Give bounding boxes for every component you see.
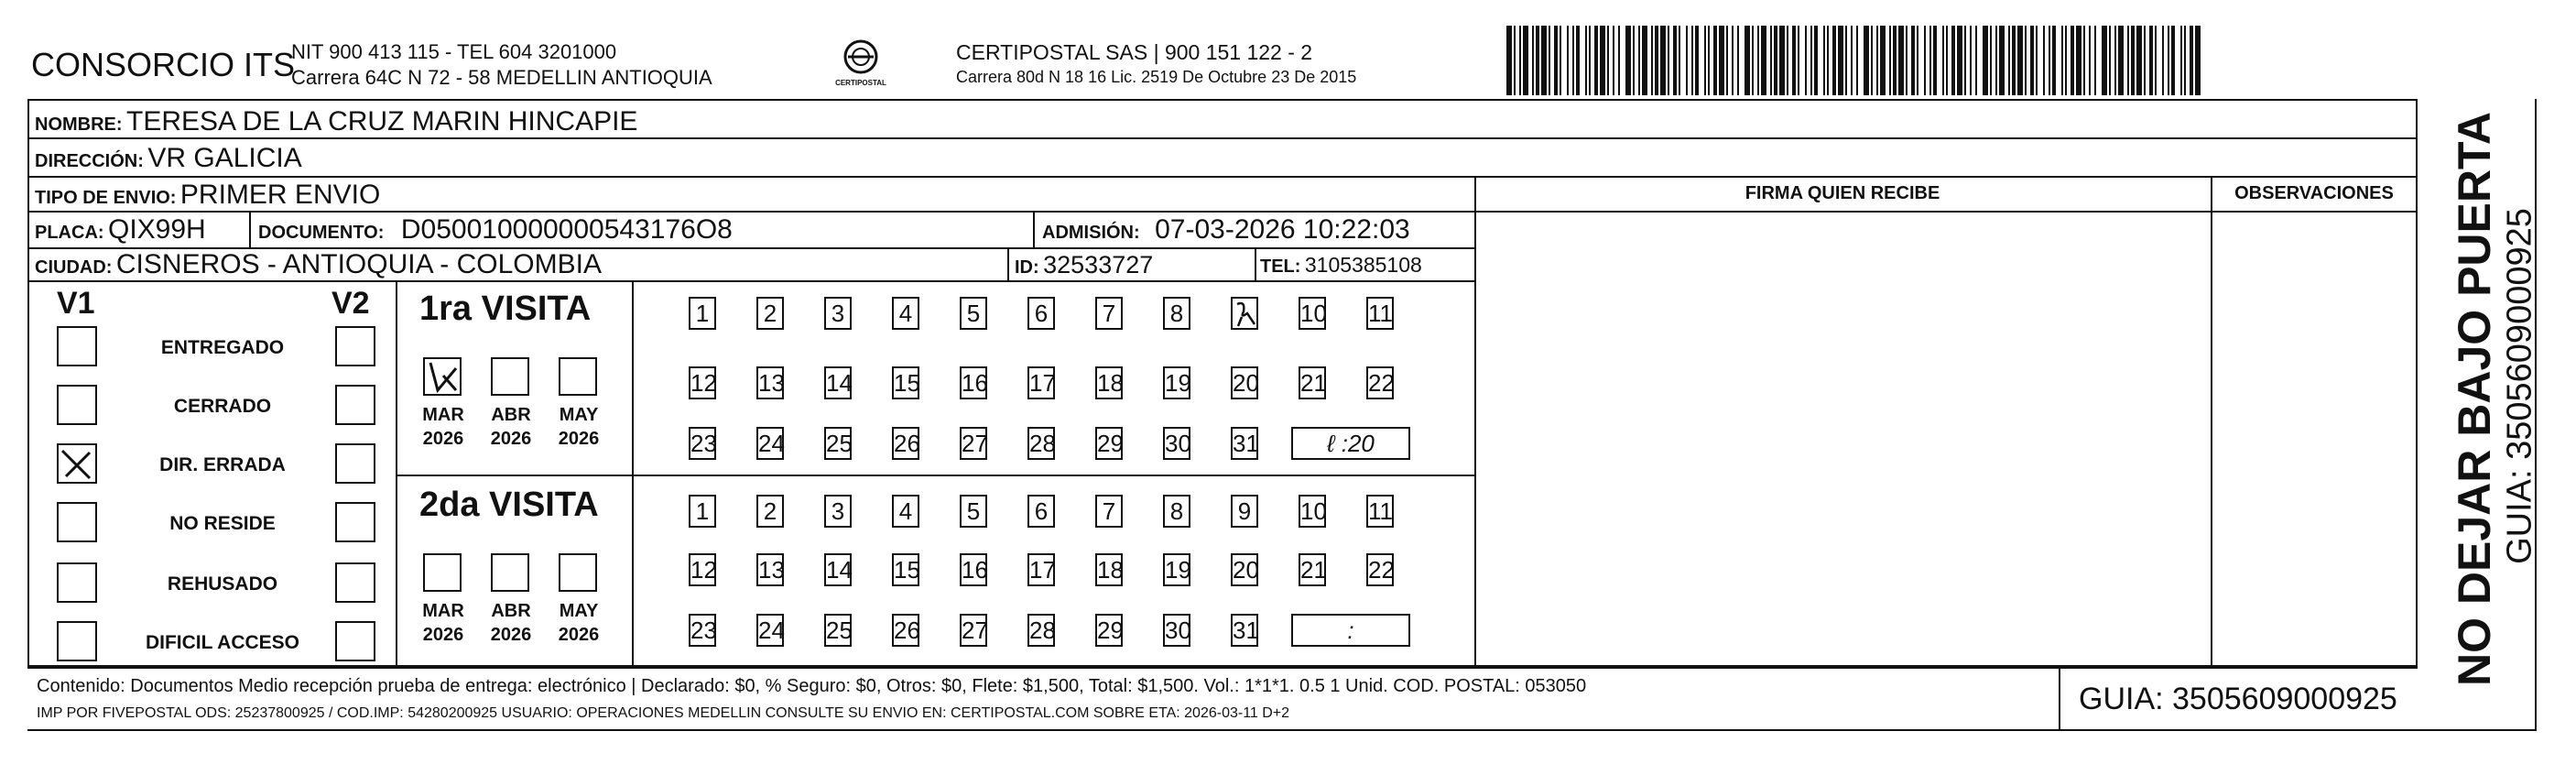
barcode-bar [2076,26,2081,95]
barcode-bar [1752,26,1754,95]
year-label: 2026 [422,625,464,645]
side-warning: NO DEJAR BAJO PUERTA [2449,112,2500,686]
barcode-bar [2127,26,2129,95]
barcode-bar [1642,26,1647,95]
barcode-bar [1970,26,1972,95]
month-checkbox[interactable] [491,553,529,592]
barcode-bar [1917,26,1918,95]
v1-label: V1 [57,286,95,321]
day-box[interactable]: 23 [689,427,716,460]
day-box[interactable]: 5 [960,297,987,330]
barcode-bar [1719,26,1724,95]
day-box[interactable]: 20 [1231,366,1258,399]
barcode-bar [1864,26,1869,95]
barcode-bar [1871,26,1873,95]
ciudad-row [35,249,602,280]
barcode-bar [2025,26,2027,95]
v1-checkbox[interactable] [57,562,97,603]
barcode-bar [1660,26,1666,95]
barcode-bar [1779,26,1785,95]
day-box[interactable]: 11 [1366,297,1394,330]
logo-text: CERTIPOSTAL [835,79,886,87]
day-box[interactable]: 14 [824,366,852,399]
month-label: ABR [491,405,531,425]
barcode-bar [1995,26,1997,95]
barcode-bar [1911,26,1915,95]
day-box[interactable]: 1 [689,495,716,528]
year-label: 2026 [490,625,532,645]
day-box[interactable]: 21 [1299,366,1326,399]
day-box[interactable]: 10 [1299,495,1326,528]
barcode-bar [1957,26,1962,95]
day-box[interactable]: 31 [1231,614,1258,647]
id-value: 32533727 [1043,251,1154,278]
barcode-bar [1532,26,1534,95]
barcode-bar [2114,26,2116,95]
barcode-bar [1942,26,1944,95]
v1-checkbox[interactable] [57,443,97,484]
barcode-bar [1810,26,1812,95]
admision-value: 07-03-2026 10:22:03 [1155,214,1410,245]
barcode-bar [2162,26,2164,95]
barcode-bar [1827,26,1829,95]
barcode-bar [2171,26,2175,95]
v2-checkbox[interactable] [335,502,375,542]
day-box[interactable]: 25 [824,427,852,460]
barcode-bar [2083,26,2085,95]
day-box[interactable]: 15 [892,553,919,586]
day-box[interactable]: 28 [1027,614,1055,647]
barcode-bar [2102,26,2107,95]
barcode-bar [1576,26,1580,95]
barcode-bar [1745,26,1750,95]
day-box[interactable]: 17 [1027,366,1055,399]
month-checkbox[interactable] [491,357,529,396]
barcode-bar [1898,26,1904,95]
day-box[interactable]: 6 [1027,297,1055,330]
day-box[interactable]: 26 [892,614,919,647]
day-box[interactable]: 13 [756,553,784,586]
barcode-bar [2131,26,2135,95]
time-box[interactable]: ℓ :20 [1291,427,1410,460]
barcode-bar [2052,26,2056,95]
day-box[interactable]: 9 [1231,495,1258,528]
month-label: MAY [559,405,599,425]
day-box[interactable]: 29 [1095,614,1123,647]
month-label: MAY [559,601,599,621]
day-box[interactable]: 30 [1163,614,1190,647]
barcode-bar [1929,26,1931,95]
barcode-bar [1695,26,1699,95]
barcode-bar [1951,26,1955,95]
barcode-bar [1651,26,1653,95]
day-box[interactable]: 4 [892,495,919,528]
nombre-label: NOMBRE: [35,115,123,135]
day-box[interactable]: 26 [892,427,919,460]
barcode-bar [1572,26,1574,95]
barcode-bar [1876,26,1878,95]
day-box[interactable]: 17 [1027,553,1055,586]
barcode-bar [2036,26,2038,95]
barcode-bar [1798,26,1799,95]
day-box[interactable]: 6 [1027,495,1055,528]
barcode-bar [1589,26,1591,95]
v1-checkbox[interactable] [57,385,97,425]
footer-guia: GUIA: 3505609000925 [2079,682,2397,716]
placa-label: PLACA: [35,223,104,243]
barcode-bar [1560,26,1561,95]
month-label: MAR [422,405,464,425]
month-label: ABR [491,601,531,621]
barcode-bar [2017,26,2023,95]
barcode-bar [1933,26,1937,95]
tel-row [1260,253,1422,278]
barcode-bar [1519,26,1521,95]
status-reason-label: ENTREGADO [160,337,285,358]
company-name: CONSORCIO ITS [31,46,296,83]
direccion-row [35,143,302,174]
ciudad-value: CISNEROS - ANTIOQUIA - COLOMBIA [115,249,602,279]
barcode-bar [2065,26,2067,95]
id-row [1015,251,1153,279]
certipostal-logo [831,38,890,93]
barcode-bar [1713,26,1717,95]
barcode-bar [1893,26,1897,95]
day-box[interactable]: 19 [1163,366,1190,399]
day-box[interactable]: 15 [892,366,919,399]
day-box[interactable]: 11 [1366,495,1394,528]
barcode-bar [2049,26,2050,95]
barcode-bar [1679,26,1680,95]
barcode-bar [1964,26,1966,95]
barcode-bar [1686,26,1688,95]
barcode-bar [1832,26,1836,95]
day-box[interactable]: 2 [756,297,784,330]
barcode-bar [2136,26,2142,95]
day-box[interactable]: 24 [756,614,784,647]
barcode-bar [1585,26,1587,95]
day-box[interactable]: 8 [1163,495,1190,528]
status-reason-label: DIFICIL ACCESO [145,632,299,653]
admision-label: ADMISIÓN: [1042,223,1140,243]
day-box[interactable]: 3 [824,297,852,330]
day-box[interactable]: 27 [960,614,987,647]
status-reason-label: NO RESIDE [169,513,276,534]
day-box[interactable]: 25 [824,614,852,647]
barcode-bar [1514,26,1516,95]
barcode-bar [2012,26,2016,95]
day-box[interactable]: 19 [1163,553,1190,586]
barcode-bar [1889,26,1891,95]
barcode-bar [1638,26,1640,95]
barcode-bar [1990,26,1992,95]
barcode-bar [1668,26,1669,95]
barcode-bar [1838,26,1843,95]
day-box[interactable]: 27 [960,427,987,460]
time-box[interactable]: : [1291,614,1410,647]
barcode-bar [1737,26,1739,95]
nombre-row [35,106,637,137]
barcode-bar [2180,26,2182,95]
day-box[interactable]: 29 [1095,427,1123,460]
v1-checkbox[interactable] [57,621,97,661]
documento-label: DOCUMENTO: [258,223,385,243]
tel-label: TEL: [1260,256,1301,277]
barcode-bar [2195,26,2201,95]
year-label: 2026 [422,429,464,449]
year-label: 2026 [558,625,600,645]
certipostal-title: CERTIPOSTAL SAS | 900 151 122 - 2 [956,40,1313,64]
day-box[interactable]: 16 [960,553,987,586]
day-box[interactable]: 28 [1027,427,1055,460]
barcode-bar [1761,26,1766,95]
day-box[interactable]: 4 [892,297,919,330]
day-box[interactable]: 7 [1095,495,1123,528]
barcode-bar [2094,26,2096,95]
v2-checkbox[interactable] [335,326,375,366]
day-box[interactable]: 3 [824,495,852,528]
v2-label: V2 [332,286,370,321]
month-checkbox[interactable] [559,553,597,592]
barcode-bar [1856,26,1858,95]
barcode-bar [1673,26,1677,95]
barcode-bar [1594,26,1598,95]
year-label: 2026 [490,429,532,449]
barcode-bar [2071,26,2074,95]
month-checkbox[interactable] [559,357,597,396]
v2-checkbox[interactable] [335,562,375,603]
tel-value: 3105385108 [1304,253,1422,277]
company-address: Carrera 64C N 72 - 58 MEDELLIN ANTIOQUIA [291,66,712,89]
day-box[interactable]: 22 [1366,366,1394,399]
barcode-bar [1757,26,1759,95]
barcode-bar [2008,26,2010,95]
direccion-label: DIRECCIÓN: [35,151,144,171]
placa-value: QIX99H [108,214,206,245]
barcode-bar [1704,26,1706,95]
barcode-bar [1506,26,1512,95]
barcode-bar [1805,26,1807,95]
tipo-row [35,180,380,211]
year-label: 2026 [558,429,600,449]
direccion-value: VR GALICIA [147,143,302,173]
status-reason-label: CERRADO [173,396,272,417]
ciudad-label: CIUDAD: [35,257,113,278]
barcode-bar [2061,26,2063,95]
id-label: ID: [1015,257,1039,278]
v2-checkbox[interactable] [335,621,375,661]
barcode-bar [2190,26,2193,95]
barcode [1506,26,2201,95]
month-checkbox[interactable] [423,357,462,396]
barcode-bar [1906,26,1908,95]
barcode-bar [1554,26,1558,95]
barcode-bar [2089,26,2091,95]
day-box[interactable]: 14 [824,553,852,586]
documento-row [258,214,733,246]
barcode-bar [1999,26,2005,95]
day-box[interactable]: 2 [756,495,784,528]
v2-checkbox[interactable] [335,385,375,425]
certipostal-address: Carrera 80d N 18 16 Lic. 2519 De Octubre 23 De 2015 [956,68,1357,86]
barcode-bar [2144,26,2146,95]
barcode-bar [1845,26,1847,95]
day-box[interactable]: 12 [689,366,716,399]
barcode-bar [1732,26,1734,95]
day-box[interactable]: 10 [1299,297,1326,330]
day-box[interactable]: 1 [689,297,716,330]
barcode-bar [1600,26,1605,95]
barcode-bar [2149,26,2153,95]
v1-checkbox[interactable] [57,326,97,366]
barcode-bar [1708,26,1710,95]
status-reason-label: REHUSADO [167,573,278,595]
day-box[interactable]: 20 [1231,553,1258,586]
day-box[interactable]: 16 [960,366,987,399]
day-box[interactable]: 24 [756,427,784,460]
barcode-bar [1787,26,1788,95]
admision-row [1042,214,1410,246]
barcode-bar [1814,26,1818,95]
barcode-bar [1613,26,1614,95]
barcode-bar [2168,26,2169,95]
barcode-bar [1946,26,1948,95]
footer-line1: Contenido: Documentos Medio recepción prueba de entrega: electrónico | Declarado: $0, % Seguro: $0, Otros: $0, Flete: $1,500, Total: $1,500. Vol.: 1*1*1. 0.5 1 Unid. COD. POSTAL: 053050 [37,676,1587,696]
company-nit-tel: NIT 900 413 115 - TEL 604 3201000 [291,40,617,63]
barcode-bar [1774,26,1777,95]
barcode-bar [1549,26,1550,95]
day-box[interactable]: 31 [1231,427,1258,460]
barcode-bar [1541,26,1547,95]
day-box[interactable]: 22 [1366,553,1394,586]
day-box[interactable]: 18 [1095,366,1123,399]
barcode-bar [1655,26,1658,95]
barcode-bar [1726,26,1728,95]
barcode-bar [2043,26,2045,95]
barcode-bar [1792,26,1796,95]
barcode-bar [1567,26,1569,95]
tipo-value: PRIMER ENVIO [179,180,381,210]
day-box[interactable]: 13 [756,366,784,399]
barcode-bar [1618,26,1620,95]
barcode-bar [1633,26,1635,95]
barcode-bar [2118,26,2124,95]
v2-checkbox[interactable] [335,443,375,484]
day-box[interactable]: 8 [1163,297,1190,330]
barcode-bar [1880,26,1886,95]
barcode-bar [1607,26,1609,95]
barcode-bar [1770,26,1772,95]
barcode-bar [1924,26,1926,95]
barcode-bar [1823,26,1825,95]
day-box[interactable]: 21 [1299,553,1326,586]
status-reason-label: DIR. ERRADA [159,454,286,475]
day-box[interactable]: 7 [1095,297,1123,330]
documento-value: D050010000000543176O8 [400,214,733,245]
barcode-bar [2155,26,2157,95]
firma-label: FIRMA QUIEN RECIBE [1745,183,1940,203]
day-box[interactable]: 18 [1095,553,1123,586]
day-box[interactable]: 12 [689,553,716,586]
side-guia: GUIA: 3505609000925 [2500,208,2539,564]
month-label: MAR [422,601,464,621]
day-box[interactable]: 5 [960,495,987,528]
barcode-bar [1975,26,1977,95]
barcode-bar [2109,26,2111,95]
visit2-title: 2da VISITA [419,486,599,524]
barcode-bar [1691,26,1693,95]
observaciones-label: OBSERVACIONES [2234,183,2394,203]
v1-checkbox[interactable] [57,502,97,542]
visit1-title: 1ra VISITA [419,289,592,328]
barcode-bar [2030,26,2034,95]
barcode-bar [1625,26,1631,95]
month-checkbox[interactable] [423,553,462,592]
day-box[interactable] [1231,297,1258,330]
tipo-label: TIPO DE ENVIO: [35,188,177,208]
footer-line2: IMP POR FIVEPOSTAL ODS: 25237800925 / COD.IMP: 54280200925 USUARIO: OPERACIONES MEDELLIN CONSULTE SU ENVIO EN: CERTIPOSTAL.COM SOBRE ETA: 2026-03-11 D+2 [37,705,1290,721]
day-box[interactable]: 23 [689,614,716,647]
day-box[interactable]: 30 [1163,427,1190,460]
barcode-bar [2184,26,2186,95]
barcode-bar [1851,26,1853,95]
barcode-bar [1523,26,1528,95]
nombre-value: TERESA DE LA CRUZ MARIN HINCAPIE [126,106,638,136]
barcode-bar [1983,26,1988,95]
barcode-bar [1536,26,1539,95]
placa-row [35,214,206,246]
